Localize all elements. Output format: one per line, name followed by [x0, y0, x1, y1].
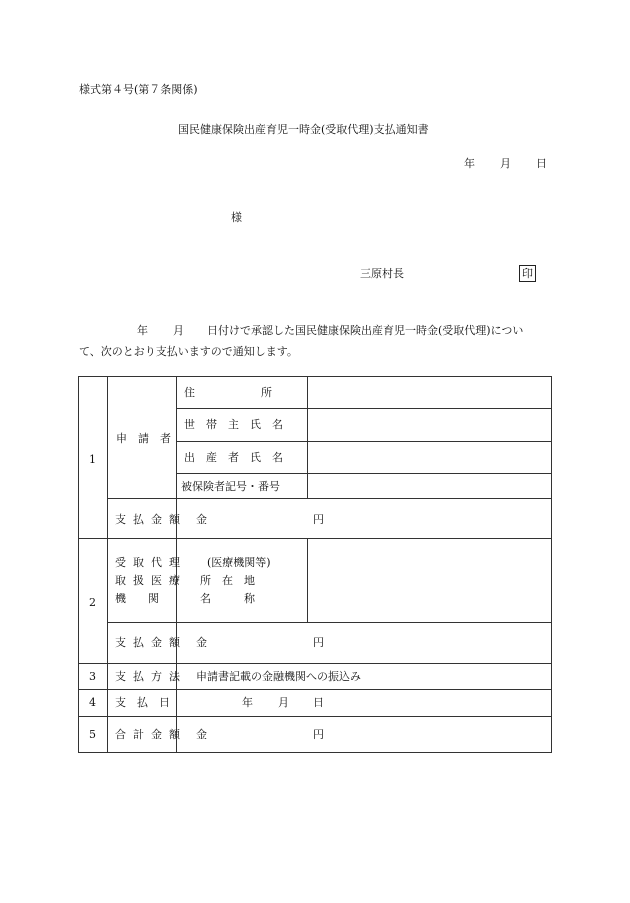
payment-method-label: 支払方法 [115, 670, 187, 683]
page-title: 国民健康保険出産育児一時金(受取代理)支払通知書 [178, 123, 429, 136]
payment-date-year: 年 [242, 696, 253, 709]
location-label: 所 在 地 [200, 574, 255, 587]
total-amount-prefix: 金 [196, 728, 207, 741]
pay-amount-label: 支払金額 [115, 513, 187, 526]
form-number: 様式第４号(第７条関係) [79, 83, 198, 96]
table-line [107, 498, 552, 499]
table-border-top [78, 376, 552, 377]
body-line1: 日付けで承認した国民健康保険出産育児一時金(受取代理)につい [207, 324, 524, 337]
pay-amount-unit: 円 [313, 513, 324, 526]
payment-method-value: 申請書記載の金融機関への振込み [196, 670, 361, 683]
table-line [176, 408, 552, 409]
seal-stamp: 印 [519, 265, 536, 282]
payment-date-day: 日 [313, 696, 324, 709]
issuer: 三原村長 [360, 267, 404, 280]
body-year: 年 [137, 324, 148, 337]
body-line2: て、次のとおり支払いますので通知します。 [79, 345, 298, 358]
table-line [307, 376, 308, 498]
date-month: 月 [500, 157, 511, 170]
row-number: 5 [89, 728, 96, 741]
date-day: 日 [536, 157, 547, 170]
proxy-institution-label-2: 取扱医療 [115, 574, 187, 587]
pay-amount-label: 支払金額 [115, 636, 187, 649]
row-number: 1 [89, 453, 96, 466]
field-address: 住 所 [184, 386, 272, 399]
row-number: 4 [89, 696, 96, 709]
field-birth-mother-name: 出 産 者 氏 名 [184, 451, 283, 464]
table-border-bottom [78, 752, 552, 753]
table-line [176, 473, 552, 474]
date-year: 年 [464, 157, 475, 170]
applicant-label: 申 請 者 [116, 432, 171, 445]
total-amount-label: 合計金額 [115, 728, 187, 741]
field-insured-number: 被保険者記号・番号 [181, 480, 280, 493]
table-line [107, 622, 552, 623]
table-line [176, 441, 552, 442]
table-line [107, 376, 108, 753]
table-line [78, 689, 552, 690]
pay-amount-prefix: 金 [196, 513, 207, 526]
pay-amount-unit: 円 [313, 636, 324, 649]
row-number: 2 [89, 596, 96, 609]
body-month: 月 [173, 324, 184, 337]
payment-date-month: 月 [278, 696, 289, 709]
addressee-suffix: 様 [231, 211, 242, 224]
proxy-institution-label-1: 受取代理 [115, 556, 187, 569]
table-border-right [551, 376, 552, 753]
table-line [78, 538, 552, 539]
table-line [78, 716, 552, 717]
medical-institution-label: (医療機関等) [207, 556, 271, 569]
field-householder-name: 世 帯 主 氏 名 [184, 418, 283, 431]
table-line [78, 663, 552, 664]
table-border-left [78, 376, 79, 753]
payment-date-label: 支 払 日 [115, 696, 170, 709]
total-amount-unit: 円 [313, 728, 324, 741]
table-line [307, 538, 308, 622]
pay-amount-prefix: 金 [196, 636, 207, 649]
proxy-institution-label-3: 機 関 [115, 592, 159, 605]
name-label: 名 称 [200, 592, 255, 605]
row-number: 3 [89, 670, 96, 683]
